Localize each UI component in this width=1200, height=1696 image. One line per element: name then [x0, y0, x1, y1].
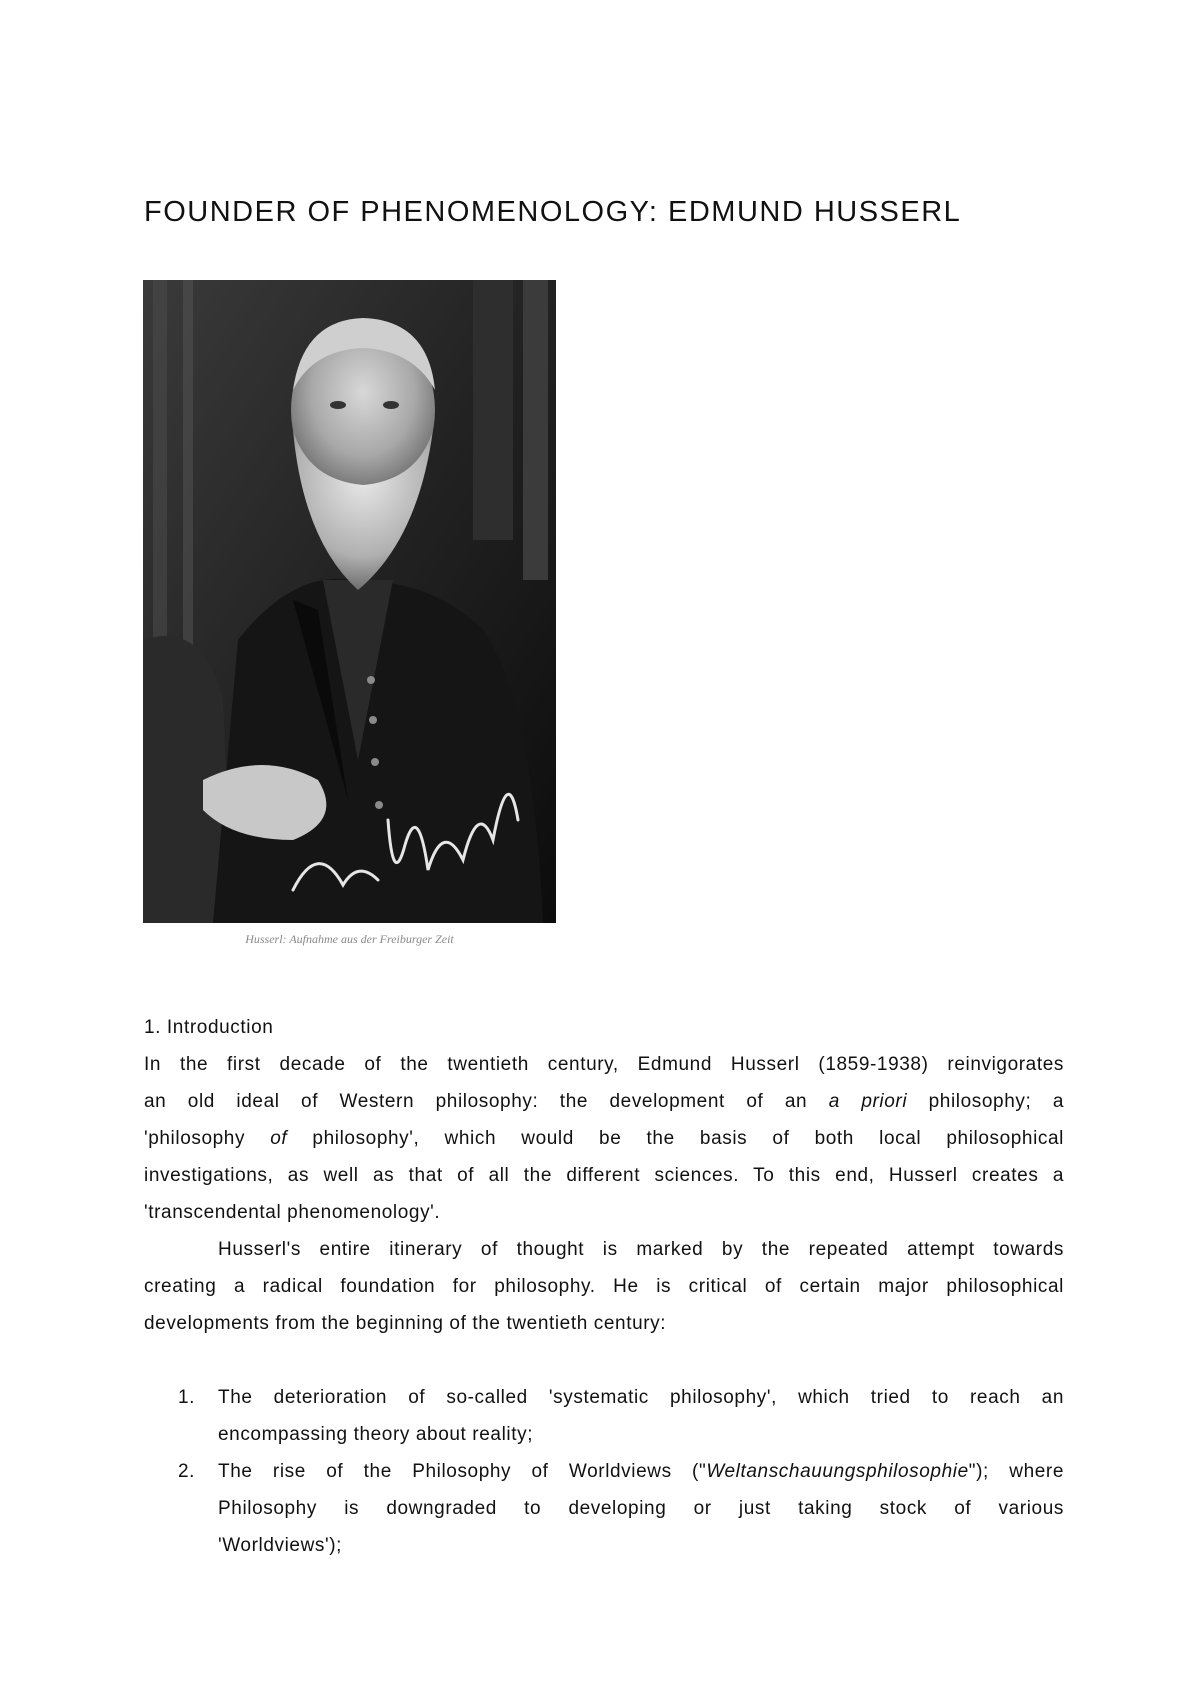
portrait-photo-icon	[143, 280, 556, 923]
section-heading: 1. Introduction	[144, 1017, 274, 1038]
paragraph1-line1: In the first decade of the twentieth century, Edmund Husserl (1859-1938) reinvigorates	[144, 1054, 1064, 1075]
figure-caption: Husserl: Aufnahme aus der Freiburger Zeit	[245, 932, 454, 946]
list-item2-line2: Philosophy is downgraded to developing or just taking stock of various	[218, 1498, 1064, 1519]
paragraph1-line2: an old ideal of Western philosophy: the development of an a priori philosophy; a	[144, 1091, 1064, 1112]
paragraph1-line3: 'philosophy of philosophy', which would be the basis of both local philosophical	[144, 1128, 1065, 1149]
husserl-portrait	[143, 280, 556, 963]
list-item2-line1: The rise of the Philosophy of Worldviews ("Weltanschauungsphilosophie"); where	[218, 1461, 1064, 1482]
list-item2-line3: 'Worldviews');	[218, 1535, 343, 1556]
list-item1-line1: The deterioration of so-called 'systematic philosophy', which tried to reach an	[218, 1387, 1064, 1408]
list-item-number: 1.	[178, 1387, 196, 1408]
document-title: FOUNDER OF PHENOMENOLOGY: EDMUND HUSSERL	[144, 196, 962, 228]
list-item1-line2: encompassing theory about reality;	[218, 1424, 534, 1445]
paragraph2-line1: Husserl's entire itinerary of thought is marked by the repeated attempt towards	[218, 1239, 1064, 1260]
paragraph1-line4: investigations, as well as that of all the different sciences. To this end, Husserl creates a	[144, 1165, 1064, 1186]
paragraph2-line3: developments from the beginning of the twentieth century:	[144, 1313, 667, 1334]
paragraph1-line5: 'transcendental phenomenology'.	[144, 1202, 441, 1223]
list-item-number: 2.	[178, 1461, 196, 1482]
paragraph2-line2: creating a radical foundation for philosophy. He is critical of certain major philosophical	[144, 1276, 1064, 1297]
